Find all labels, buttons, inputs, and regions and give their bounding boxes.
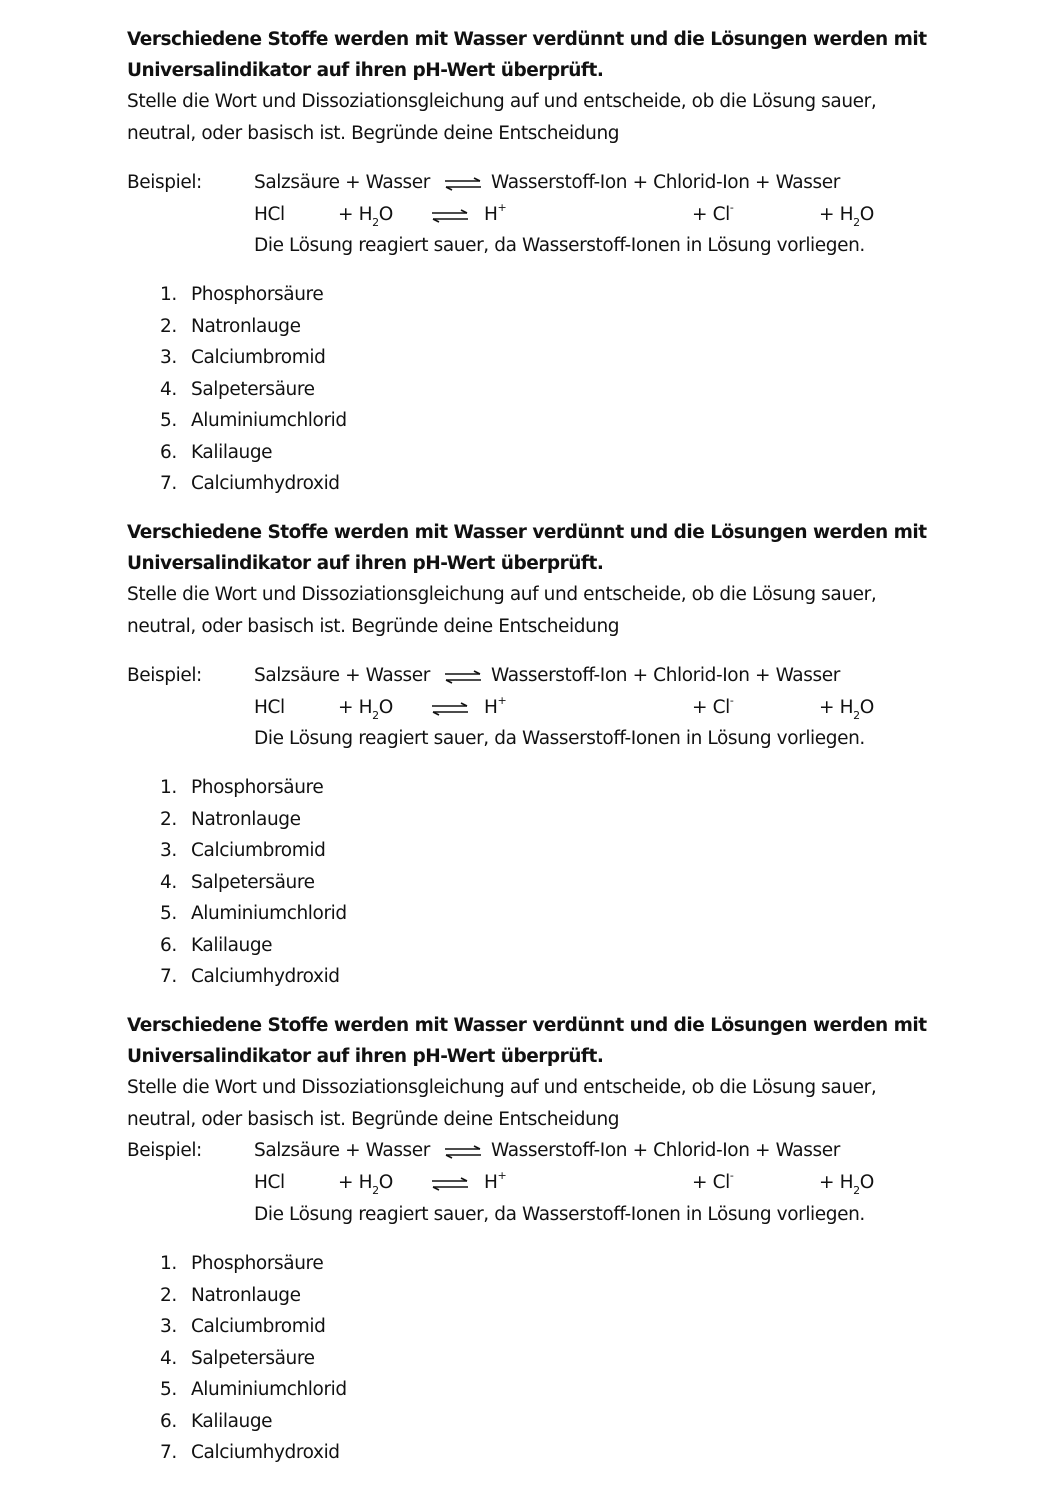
equilibrium-arrow-icon — [444, 670, 482, 684]
task-heading-line-2: Universalindikator auf ihren pH-Wert überprüft. — [127, 553, 604, 574]
task-instruction-line-1: Stelle die Wort und Dissoziationsgleichung auf und entscheide, ob die Lösung sauer, — [127, 91, 877, 112]
word-equation-left: Salzsäure + Wasser — [254, 1140, 430, 1161]
equilibrium-arrow-icon — [431, 1177, 469, 1191]
task-heading-line-1: Verschiedene Stoffe werden mit Wasser verdünnt und die Lösungen werden mit — [127, 1015, 927, 1036]
formula-h-ion: H+ — [484, 1168, 507, 1193]
example-label: Beispiel: — [127, 172, 202, 193]
task-heading-line-1: Verschiedene Stoffe werden mit Wasser verdünnt und die Lösungen werden mit — [127, 29, 927, 50]
example-conclusion: Die Lösung reagiert sauer, da Wasserstoff-Ionen in Lösung vorliegen. — [254, 235, 865, 256]
formula-hcl: HCl — [254, 697, 285, 718]
example-label: Beispiel: — [127, 665, 202, 686]
formula-cl-ion: + Cl- — [692, 200, 734, 225]
formula-hcl: HCl — [254, 204, 285, 225]
word-equation-right: Wasserstoff-Ion + Chlorid-Ion + Wasser — [491, 172, 840, 193]
formula-h2o-left: + $H_2O$ — [338, 1172, 393, 1197]
formula-h2o-right: + $H_2O$ — [819, 204, 874, 229]
word-equation-right: Wasserstoff-Ion + Chlorid-Ion + Wasser — [491, 1140, 840, 1161]
task-heading-line-1: Verschiedene Stoffe werden mit Wasser verdünnt und die Lösungen werden mit — [127, 522, 927, 543]
word-equation-left: Salzsäure + Wasser — [254, 665, 430, 686]
equilibrium-arrow-icon — [431, 209, 469, 223]
formula-h-ion: H+ — [484, 200, 507, 225]
task-instruction-line-2: neutral, oder basisch ist. Begründe deine Entscheidung — [127, 1109, 620, 1130]
equilibrium-arrow-icon — [431, 702, 469, 716]
task-instruction-line-2: neutral, oder basisch ist. Begründe deine Entscheidung — [127, 616, 620, 637]
formula-h2o-left: + $H_2O$ — [338, 204, 393, 229]
formula-cl-ion: + Cl- — [692, 1168, 734, 1193]
formula-h2o-left: + $H_2O$ — [338, 697, 393, 722]
equilibrium-arrow-icon — [444, 1145, 482, 1159]
task-heading-line-2: Universalindikator auf ihren pH-Wert überprüft. — [127, 60, 604, 81]
example-label: Beispiel: — [127, 1140, 202, 1161]
task-instruction-line-1: Stelle die Wort und Dissoziationsgleichung auf und entscheide, ob die Lösung sauer, — [127, 1077, 877, 1098]
task-instruction-line-1: Stelle die Wort und Dissoziationsgleichung auf und entscheide, ob die Lösung sauer, — [127, 584, 877, 605]
example-conclusion: Die Lösung reagiert sauer, da Wasserstoff-Ionen in Lösung vorliegen. — [254, 728, 865, 749]
equilibrium-arrow-icon — [444, 177, 482, 191]
formula-h2o-right: + $H_2O$ — [819, 697, 874, 722]
formula-hcl: HCl — [254, 1172, 285, 1193]
formula-h-ion: H+ — [484, 693, 507, 718]
word-equation-right: Wasserstoff-Ion + Chlorid-Ion + Wasser — [491, 665, 840, 686]
formula-cl-ion: + Cl- — [692, 693, 734, 718]
task-heading-line-2: Universalindikator auf ihren pH-Wert überprüft. — [127, 1046, 604, 1067]
word-equation-left: Salzsäure + Wasser — [254, 172, 430, 193]
task-instruction-line-2: neutral, oder basisch ist. Begründe deine Entscheidung — [127, 123, 620, 144]
formula-h2o-right: + $H_2O$ — [819, 1172, 874, 1197]
example-conclusion: Die Lösung reagiert sauer, da Wasserstoff-Ionen in Lösung vorliegen. — [254, 1204, 865, 1225]
